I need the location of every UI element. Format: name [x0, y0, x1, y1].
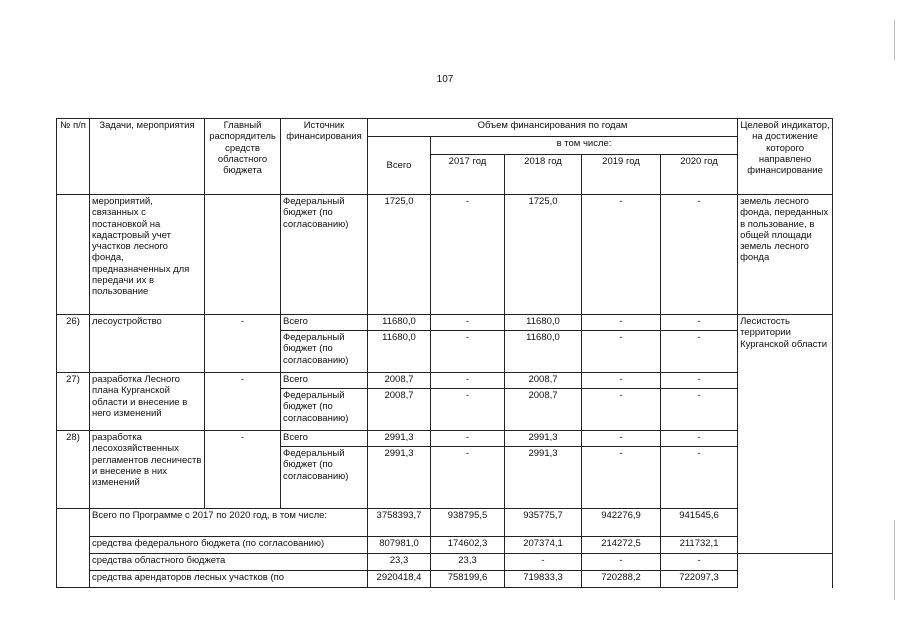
cont-source: Федеральный бюджет (по согласованию) — [281, 195, 368, 315]
r28-a-2017: - — [431, 431, 505, 447]
header-total: Всего — [368, 137, 431, 195]
totals-3-2017: 758199,6 — [431, 571, 505, 588]
r27-a-source: Всего — [281, 373, 368, 389]
r28-task: разработка лесохозяйственных регламентов лесничеств и внесение в них изменений — [90, 431, 205, 509]
totals-row-tenants — [57, 571, 833, 588]
header-2020: 2020 год — [661, 155, 738, 195]
totals-2-label: средства областного бюджета — [90, 554, 368, 571]
financing-table — [56, 118, 833, 588]
r26-a-total: 11680,0 — [368, 315, 431, 331]
totals-num — [57, 509, 90, 588]
totals-1-2020: 211732,1 — [661, 537, 738, 554]
totals-2-total: 23,3 — [368, 554, 431, 571]
totals-row-regional — [57, 554, 833, 571]
totals-0-2019: 942276,9 — [582, 509, 661, 537]
r26-a-2017: - — [431, 315, 505, 331]
totals-1-2019: 214272,5 — [582, 537, 661, 554]
r28-a-2019: - — [582, 431, 661, 447]
totals-0-2017: 938795,5 — [431, 509, 505, 537]
r26-b-source: Федеральный бюджет (по согласованию) — [281, 331, 368, 373]
r27-b-2018: 2008,7 — [505, 389, 582, 431]
r26-b-2018: 11680,0 — [505, 331, 582, 373]
totals-row-federal — [57, 537, 833, 554]
cont-total: 1725,0 — [368, 195, 431, 315]
r28-a-2020: - — [661, 431, 738, 447]
r27-a-2017: - — [431, 373, 505, 389]
table-row-27 — [57, 373, 833, 389]
edge-mark-top — [894, 20, 895, 60]
r26-b-2020: - — [661, 331, 738, 373]
r26-a-2019: - — [582, 315, 661, 331]
r28-b-2017: - — [431, 447, 505, 509]
r28-a-total: 2991,3 — [368, 431, 431, 447]
r26-manager: - — [205, 315, 281, 373]
r26-a-2018: 11680,0 — [505, 315, 582, 331]
r26-b-total: 11680,0 — [368, 331, 431, 373]
r27-b-2019: - — [582, 389, 661, 431]
r27-b-source: Федеральный бюджет (по согласованию) — [281, 389, 368, 431]
r26-indicator: Лесистость территории Курганской области — [738, 315, 833, 554]
header-2019: 2019 год — [582, 155, 661, 195]
totals-1-total: 807981,0 — [368, 537, 431, 554]
cont-num — [57, 195, 90, 315]
totals-3-2020: 722097,3 — [661, 571, 738, 588]
cont-2018: 1725,0 — [505, 195, 582, 315]
r28-manager: - — [205, 431, 281, 509]
r27-b-2017: - — [431, 389, 505, 431]
r26-task: лесоустройство — [90, 315, 205, 373]
cont-manager — [205, 195, 281, 315]
header-2017: 2017 год — [431, 155, 505, 195]
r26-num: 26) — [57, 315, 90, 373]
r27-manager: - — [205, 373, 281, 431]
r27-a-2018: 2008,7 — [505, 373, 582, 389]
totals-3-2019: 720288,2 — [582, 571, 661, 588]
r28-num: 28) — [57, 431, 90, 509]
r28-b-total: 2991,3 — [368, 447, 431, 509]
r28-b-2019: - — [582, 447, 661, 509]
totals-1-2017: 174602,3 — [431, 537, 505, 554]
totals-0-2020: 941545,6 — [661, 509, 738, 537]
totals-3-label: средства арендаторов лесных участков (по — [90, 571, 368, 588]
cont-2020: - — [661, 195, 738, 315]
table-row-28 — [57, 431, 833, 447]
totals-0-total: 3758393,7 — [368, 509, 431, 537]
r26-b-2019: - — [582, 331, 661, 373]
totals-3-2018: 719833,3 — [505, 571, 582, 588]
r27-task: разработка Лесного плана Курганской области и внесение в него изменений — [90, 373, 205, 431]
header-volume: Объем финансирования по годам — [368, 119, 738, 137]
r27-a-2019: - — [582, 373, 661, 389]
r26-a-2020: - — [661, 315, 738, 331]
header-indicator: Целевой индикатор, на достижение которого направлено финансирование — [738, 119, 833, 195]
header-row-1 — [57, 119, 833, 137]
page-number: 107 — [436, 74, 454, 85]
r27-num: 27) — [57, 373, 90, 431]
totals-3-total: 2920418,4 — [368, 571, 431, 588]
totals-0-label: Всего по Программе с 2017 по 2020 год, в том числе: — [90, 509, 368, 537]
header-manager: Главный распорядитель средств областного бюджета — [205, 119, 281, 195]
r26-b-2017: - — [431, 331, 505, 373]
header-num: № п/п — [57, 119, 90, 195]
totals-2-2018: - — [505, 554, 582, 571]
totals-2-2019: - — [582, 554, 661, 571]
totals-0-2018: 935775,7 — [505, 509, 582, 537]
r27-b-total: 2008,7 — [368, 389, 431, 431]
cont-2017: - — [431, 195, 505, 315]
table-row-26 — [57, 315, 833, 331]
r28-b-2018: 2991,3 — [505, 447, 582, 509]
r28-a-source: Всего — [281, 431, 368, 447]
r28-b-source: Федеральный бюджет (по согласованию) — [281, 447, 368, 509]
edge-mark-bottom — [894, 520, 895, 600]
r26-a-source: Всего — [281, 315, 368, 331]
header-including: в том числе: — [431, 137, 738, 155]
r27-a-2020: - — [661, 373, 738, 389]
r28-b-2020: - — [661, 447, 738, 509]
header-tasks: Задачи, мероприятия — [90, 119, 205, 195]
totals-row-program — [57, 509, 833, 537]
header-source: Источник финансирования — [281, 119, 368, 195]
totals-2-2020: - — [661, 554, 738, 571]
header-2018: 2018 год — [505, 155, 582, 195]
totals-1-2018: 207374,1 — [505, 537, 582, 554]
r27-a-total: 2008,7 — [368, 373, 431, 389]
cont-task: мероприятий, связанных с постановкой на кадастровый учет участков лесного фонда, предназначенных для передачи их в пользование — [90, 195, 205, 315]
totals-1-label: средства федерального бюджета (по согласованию) — [90, 537, 368, 554]
cont-2019: - — [582, 195, 661, 315]
r27-b-2020: - — [661, 389, 738, 431]
totals-2-2017: 23,3 — [431, 554, 505, 571]
cont-indicator: земель лесного фонда, переданных в пользование, в общей площади земель лесного фонда — [738, 195, 833, 315]
r28-a-2018: 2991,3 — [505, 431, 582, 447]
table-row-continuation — [57, 195, 833, 315]
